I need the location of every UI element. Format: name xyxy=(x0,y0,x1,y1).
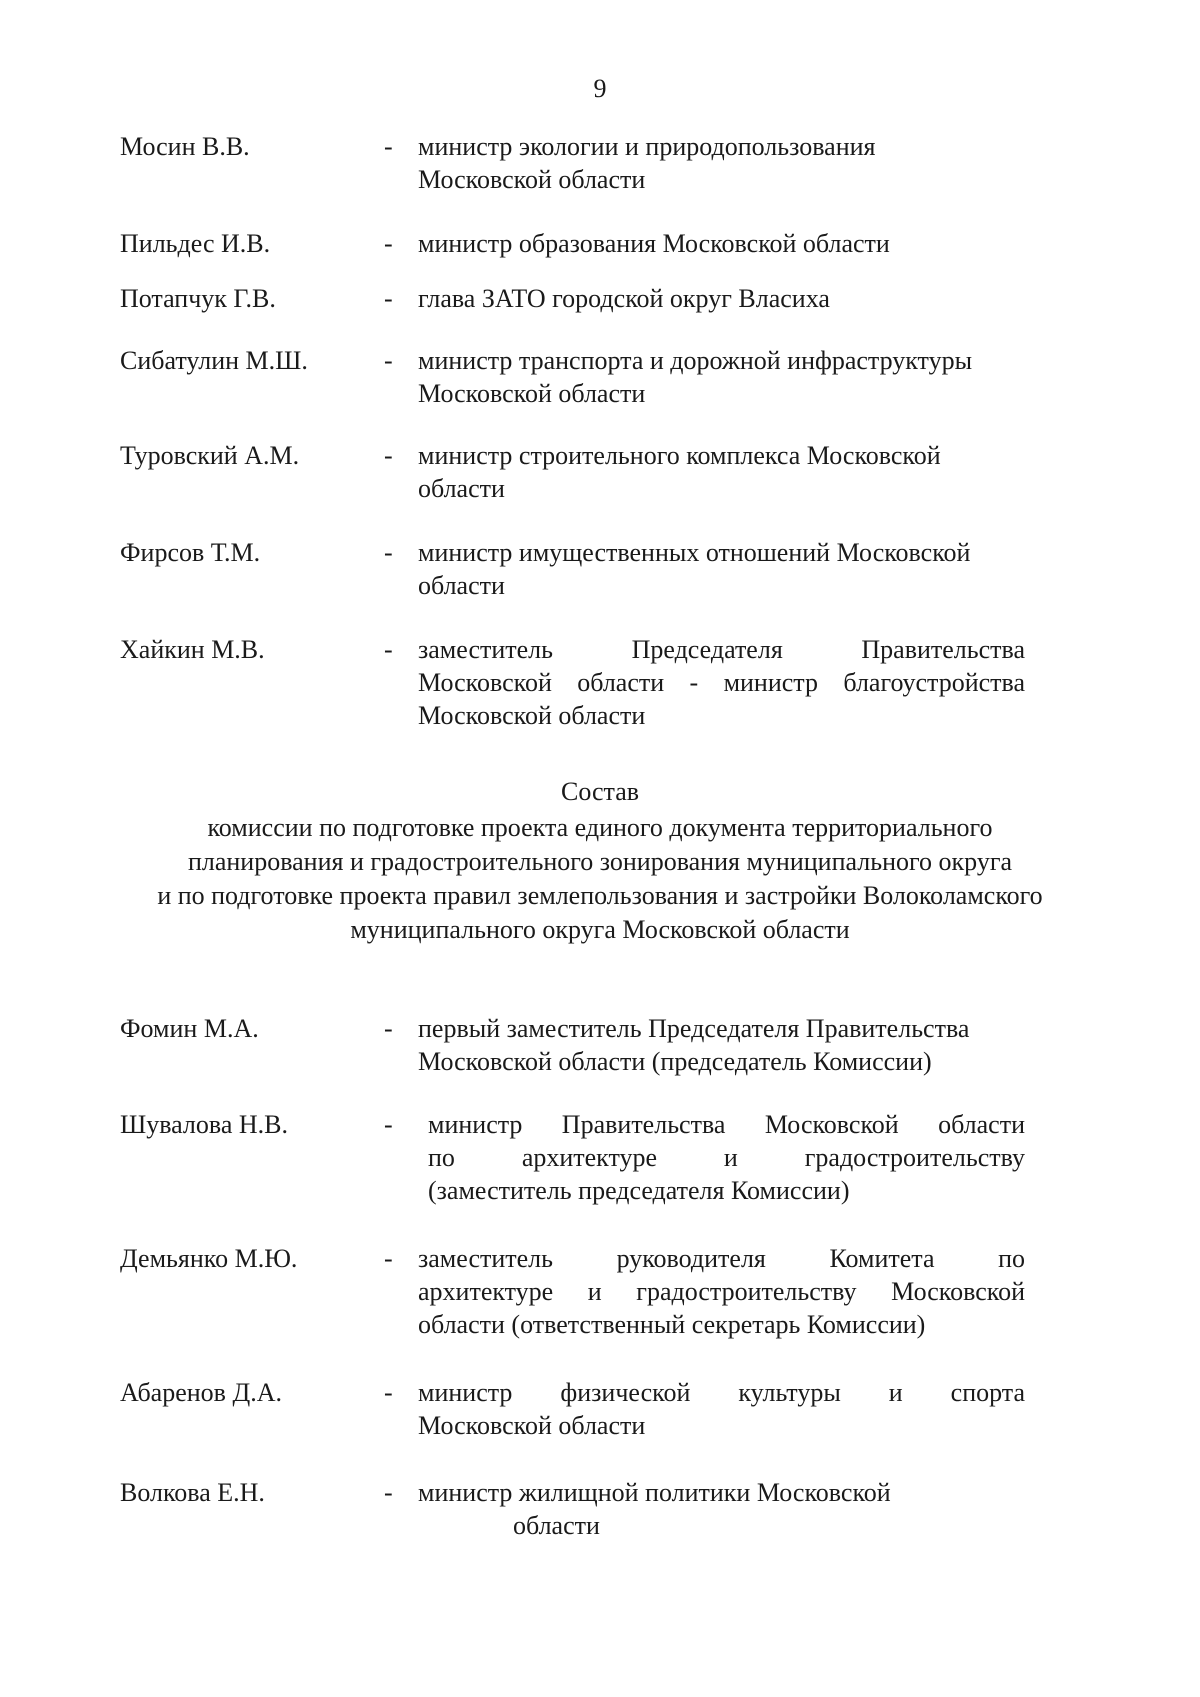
member-position xyxy=(418,1242,1025,1341)
position-line: заместитель Председателя Правительства xyxy=(418,635,1025,664)
position-line: министр строительного комплекса Московской xyxy=(418,441,941,470)
position-line: по архитектуре и градостроительству xyxy=(428,1143,1025,1172)
member-entry xyxy=(0,1012,1200,1108)
position-line: первый заместитель Председателя Правительства xyxy=(418,1014,970,1043)
member-entry xyxy=(0,344,1200,439)
member-entry xyxy=(0,439,1200,536)
member-name: Потапчук Г.В. xyxy=(120,284,276,313)
position-line: глава ЗАТО городской округ Власиха xyxy=(418,284,830,313)
member-entry xyxy=(0,1476,1200,1556)
member-entry xyxy=(0,633,1200,733)
composition-subtitle-line: комиссии по подготовке проекта единого документа территориального xyxy=(207,813,993,842)
composition-heading xyxy=(0,775,1200,947)
member-dash: - xyxy=(384,229,393,258)
member-dash: - xyxy=(384,1478,393,1507)
position-line: Московской области xyxy=(418,701,646,730)
member-name: Хайкин М.В. xyxy=(120,635,265,664)
position-line: министр транспорта и дорожной инфраструктуры xyxy=(418,346,973,375)
member-position xyxy=(418,536,1025,602)
member-entry xyxy=(0,1242,1200,1376)
member-name: Туровский А.М. xyxy=(120,441,300,470)
position-line: министр физической культуры и спорта xyxy=(418,1378,1025,1407)
member-position xyxy=(418,1376,1025,1442)
position-line: архитектуре и градостроительству Московской xyxy=(418,1277,1025,1306)
member-name: Пильдес И.В. xyxy=(120,229,271,258)
member-entry xyxy=(0,130,1200,210)
member-dash: - xyxy=(384,1378,393,1407)
member-entry xyxy=(0,227,1200,282)
member-dash: - xyxy=(384,132,393,161)
position-line: министр жилищной политики Московской xyxy=(418,1478,891,1507)
position-line: Московской области xyxy=(418,379,646,408)
member-dash: - xyxy=(384,441,393,470)
member-name: Волкова Е.Н. xyxy=(120,1478,265,1507)
member-position xyxy=(418,344,1025,410)
position-line: области xyxy=(418,474,505,503)
members-list-bottom xyxy=(0,1012,1200,1556)
position-line: Московской области xyxy=(418,1411,646,1440)
member-name: Демьянко М.Ю. xyxy=(120,1244,298,1273)
position-line: министр Правительства Московской области xyxy=(428,1110,1025,1139)
member-position xyxy=(418,282,1025,315)
member-entry xyxy=(0,536,1200,633)
composition-subtitle-line: и по подготовке проекта правил землепользования и застройки Волоколамского xyxy=(157,881,1043,910)
member-entry xyxy=(0,1376,1200,1476)
member-name: Фирсов Т.М. xyxy=(120,538,261,567)
member-position xyxy=(418,633,1025,732)
position-line: министр образования Московской области xyxy=(418,229,890,258)
member-entry xyxy=(0,282,1200,344)
member-name: Мосин В.В. xyxy=(120,132,250,161)
member-name: Абаренов Д.А. xyxy=(120,1378,282,1407)
position-line: министр экологии и природопользования xyxy=(418,132,876,161)
position-line: области (ответственный секретарь Комиссии) xyxy=(418,1310,926,1339)
member-name: Шувалова Н.В. xyxy=(120,1110,288,1139)
composition-title: Состав xyxy=(560,777,640,806)
composition-subtitle-line: муниципального округа Московской области xyxy=(350,915,850,944)
position-line: (заместитель председателя Комиссии) xyxy=(428,1176,850,1205)
position-line: министр имущественных отношений Московской xyxy=(418,538,971,567)
member-position xyxy=(418,1476,1025,1542)
members-list-top xyxy=(0,130,1200,733)
position-line: области xyxy=(513,1511,600,1540)
position-line: области xyxy=(418,571,505,600)
member-dash: - xyxy=(384,1014,393,1043)
page-number: 9 xyxy=(593,74,607,103)
member-position xyxy=(418,227,1025,260)
member-dash: - xyxy=(384,538,393,567)
member-entry xyxy=(0,1108,1200,1242)
member-position xyxy=(418,1012,1025,1078)
position-line: Московской области xyxy=(418,165,646,194)
member-position xyxy=(418,439,1025,505)
member-dash: - xyxy=(384,635,393,664)
member-dash: - xyxy=(384,284,393,313)
member-position xyxy=(418,130,1025,196)
member-name: Сибатулин М.Ш. xyxy=(120,346,308,375)
member-position xyxy=(418,1108,1025,1207)
position-line: Московской области (председатель Комиссии) xyxy=(418,1047,932,1076)
member-dash: - xyxy=(384,346,393,375)
member-name: Фомин М.А. xyxy=(120,1014,259,1043)
position-line: заместитель руководителя Комитета по xyxy=(418,1244,1025,1273)
position-line: Московской области - министр благоустройства xyxy=(418,668,1025,697)
member-dash: - xyxy=(384,1110,393,1139)
composition-subtitle-line: планирования и градостроительного зонирования муниципального округа xyxy=(187,847,1013,876)
member-dash: - xyxy=(384,1244,393,1273)
